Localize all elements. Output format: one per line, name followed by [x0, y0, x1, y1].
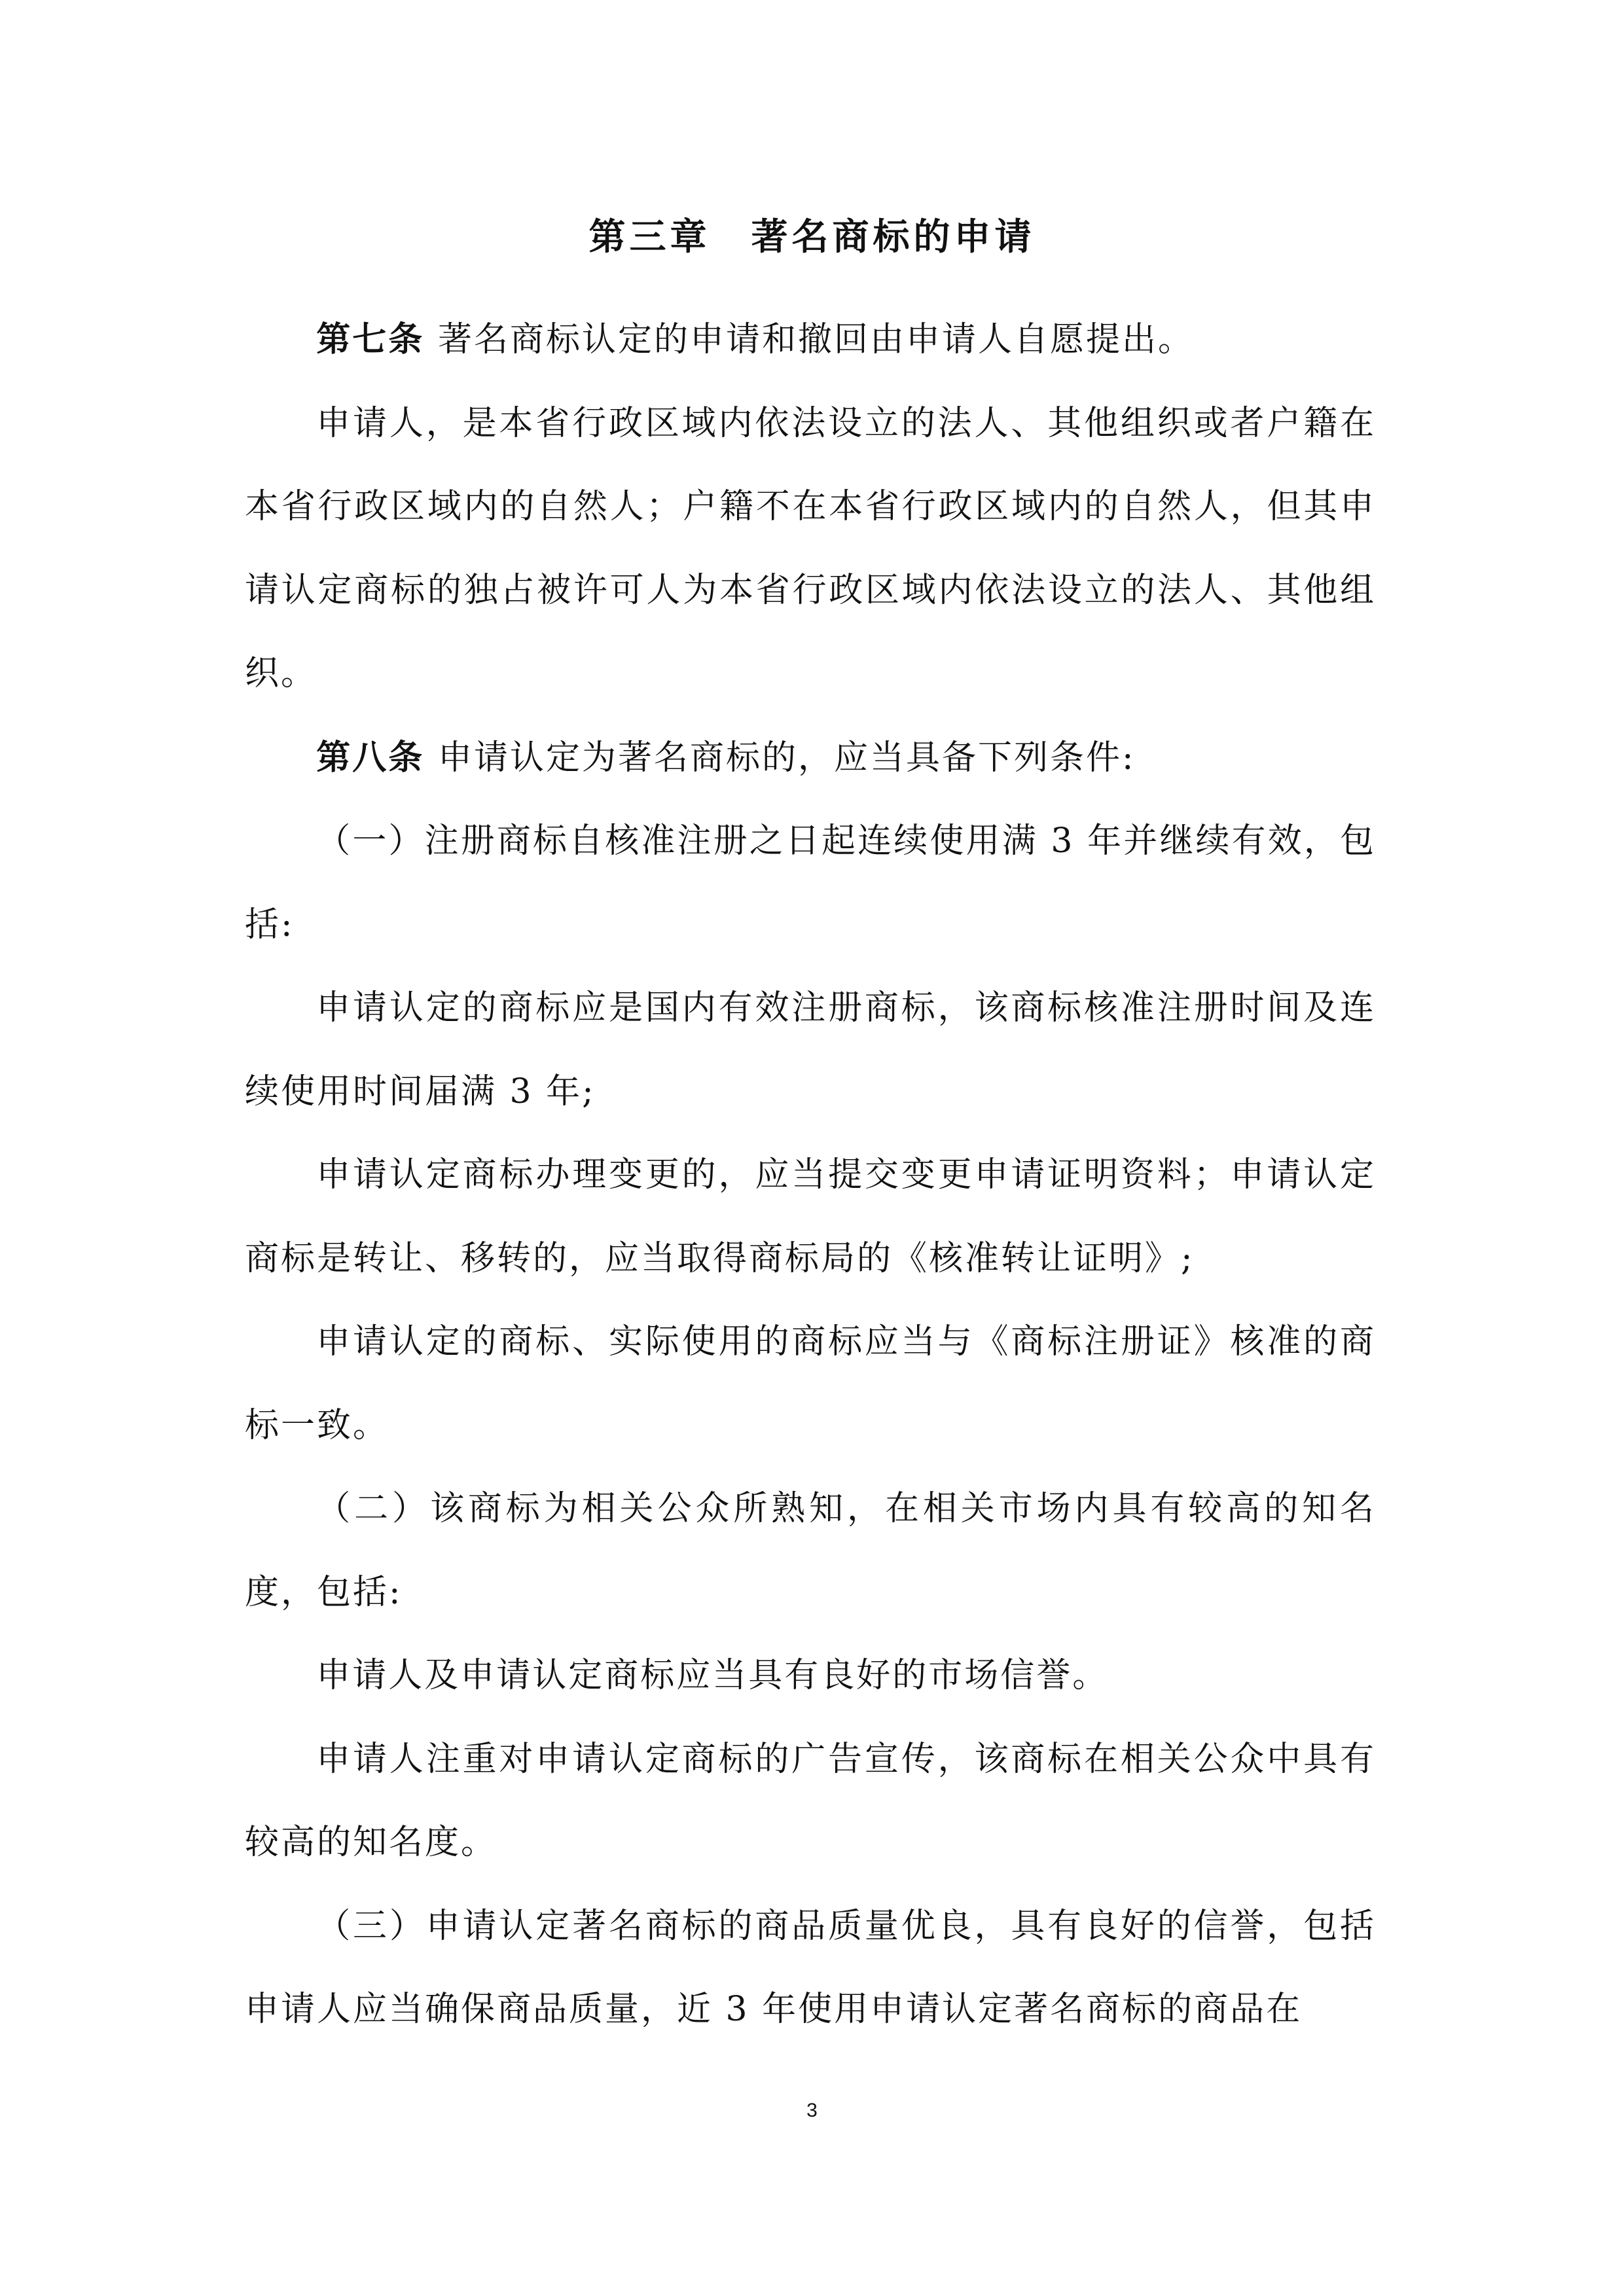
paragraph-text: 著名商标认定的申请和撤回由申请人自愿提出。: [438, 320, 1195, 359]
condition-1-detail-a: [245, 967, 1376, 1134]
paragraph-text: 申请认定商标办理变更的，应当提交变更申请证明资料；申请认定商标是转让、移转的，应当取得商标局的《核准转让证明》;: [245, 1155, 1376, 1278]
paragraph-text: （二）该商标为相关公众所熟知，在相关市场内具有较高的知名度，包括:: [245, 1489, 1376, 1612]
paragraph-text: 申请认定为著名商标的，应当具备下列条件:: [438, 738, 1136, 778]
article-number: 第七条: [316, 319, 425, 359]
paragraph-text: 申请人注重对申请认定商标的广告宣传，该商标在相关公众中具有较高的知名度。: [245, 1739, 1376, 1862]
condition-3-paragraph: [245, 1885, 1376, 2052]
page-number: 3: [806, 2100, 818, 2121]
paragraph-text: 申请人，是本省行政区域内依法设立的法人、其他组织或者户籍在本省行政区域内的自然人；户籍不在本省行政区域内的自然人，但其申请认定商标的独占被许可人为本省行政区域内依法设立的法人、其他组织。: [245, 403, 1376, 693]
paragraph-text: （一）注册商标自核准注册之日起连续使用满 3 年并继续有效，包括:: [245, 821, 1376, 944]
chapter-title: 第三章 著名商标的申请: [588, 215, 1036, 259]
article-number: 第八条: [316, 737, 425, 778]
condition-1-detail-c: [245, 1300, 1376, 1467]
condition-2-detail-b: [245, 1718, 1376, 1885]
paragraph-text: 申请认定的商标、实际使用的商标应当与《商标注册证》核准的商标一致。: [245, 1322, 1376, 1445]
paragraph-text: （三）申请认定著名商标的商品质量优良，具有良好的信誉，包括申请人应当确保商品质量，近 3 年使用申请认定著名商标的商品在: [245, 1906, 1376, 2029]
applicant-definition-paragraph: [245, 382, 1376, 716]
condition-1-detail-b: [245, 1134, 1376, 1300]
condition-1-paragraph: [245, 800, 1376, 967]
article-7-paragraph: [245, 298, 1376, 382]
article-8-paragraph: [245, 716, 1376, 800]
condition-2-detail-a: [245, 1634, 1376, 1718]
condition-2-paragraph: [245, 1467, 1376, 1634]
document-body: [245, 298, 1376, 2052]
paragraph-text: 申请认定的商标应是国内有效注册商标，该商标核准注册时间及连续使用时间届满 3 年;: [245, 988, 1376, 1111]
paragraph-text: 申请人及申请认定商标应当具有良好的市场信誉。: [316, 1656, 1109, 1695]
